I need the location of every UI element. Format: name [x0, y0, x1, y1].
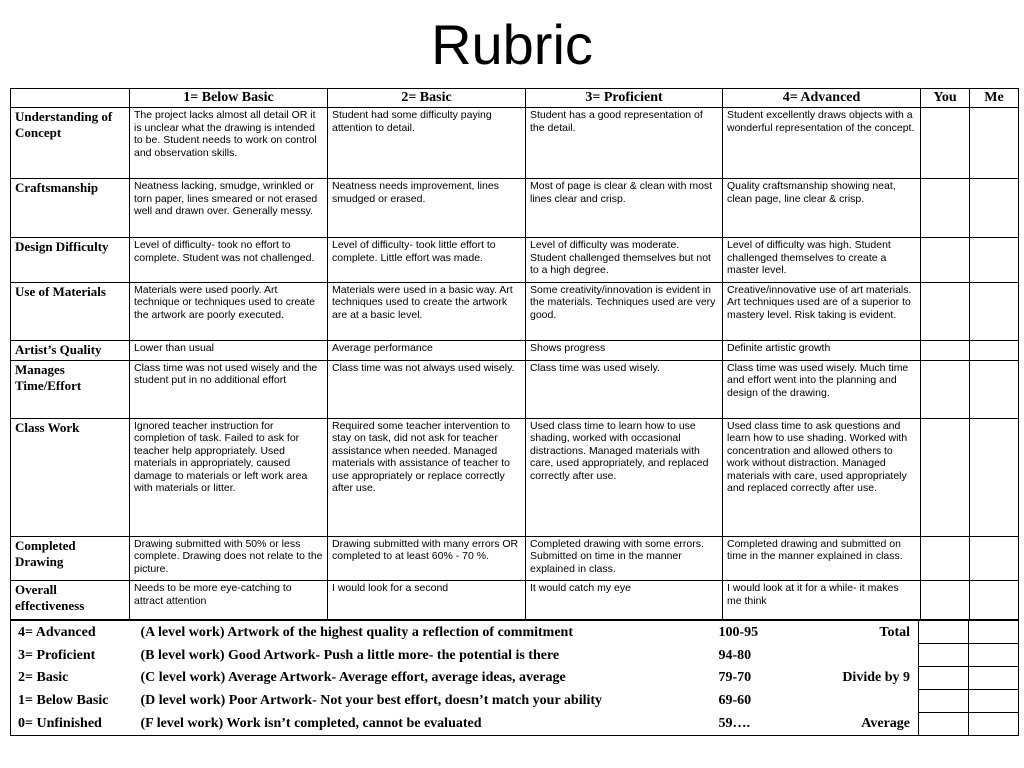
score-me[interactable] [970, 418, 1019, 536]
table-row [11, 340, 1019, 360]
cell-proficient: Shows progress [526, 340, 723, 360]
score-you[interactable] [921, 536, 970, 581]
table-row [11, 238, 1019, 283]
result-label [789, 644, 919, 667]
header-you: You [921, 89, 970, 108]
cell-below-basic: Drawing submitted with 50% or less complete. Drawing does not relate to the picture. [130, 536, 328, 581]
result-me[interactable] [969, 621, 1019, 644]
score-you[interactable] [921, 179, 970, 238]
cell-basic: Neatness needs improvement, lines smudged or erased. [328, 179, 526, 238]
scale-row [11, 644, 1019, 667]
table-row [11, 282, 1019, 340]
cell-proficient: Some creativity/innovation is evident in the materials. Techniques used are very good. [526, 282, 723, 340]
scale-description: (F level work) Work isn’t completed, cannot be evaluated [135, 712, 709, 735]
score-you[interactable] [921, 108, 970, 179]
cell-proficient: It would catch my eye [526, 581, 723, 620]
criterion-label: Use of Materials [11, 282, 130, 340]
cell-below-basic: Class time was not used wisely and the student put in no additional effort [130, 360, 328, 418]
scale-level: 1= Below Basic [11, 689, 135, 712]
result-you[interactable] [919, 689, 969, 712]
result-you[interactable] [919, 644, 969, 667]
table-row [11, 108, 1019, 179]
cell-proficient: Class time was used wisely. [526, 360, 723, 418]
cell-advanced: I would look at it for a while- it makes me think [723, 581, 921, 620]
scale-level: 0= Unfinished [11, 712, 135, 735]
score-you[interactable] [921, 340, 970, 360]
cell-basic: Student had some difficulty paying attention to detail. [328, 108, 526, 179]
cell-advanced: Used class time to ask questions and learn how to use shading. Worked with concentration and allowed others to work without distraction. Managed materials with care, used appropriately and replaced correctly after use. [723, 418, 921, 536]
scale-description: (D level work) Poor Artwork- Not your best effort, doesn’t match your ability [140, 693, 603, 709]
cell-below-basic: Neatness lacking, smudge, wrinkled or torn paper, lines smeared or not erased well and drawn over. Generally messy. [130, 179, 328, 238]
cell-basic: I would look for a second [328, 581, 526, 620]
header-me: Me [970, 89, 1019, 108]
scale-row [11, 667, 1019, 690]
score-me[interactable] [970, 581, 1019, 620]
result-label [789, 689, 919, 712]
cell-advanced: Completed drawing and submitted on time in the manner explained in class. [723, 536, 921, 581]
cell-basic: Average performance [328, 340, 526, 360]
cell-advanced: Student excellently draws objects with a wonderful representation of the concept. [723, 108, 921, 179]
scale-level: 2= Basic [11, 667, 135, 690]
cell-basic: Required some teacher intervention to stay on task, did not ask for teacher assistance when needed. Managed materials with assistance of teacher to use appropriately or replace correctly after use. [328, 418, 526, 536]
cell-below-basic: The project lacks almost all detail OR it is unclear what the drawing is intended to be. Student needs to work on control and observation skills. [130, 108, 328, 179]
score-you[interactable] [921, 360, 970, 418]
score-me[interactable] [970, 536, 1019, 581]
cell-proficient: Used class time to learn how to use shading, worked with occasional distractions. Managed materials with care, used appropriately, and replaced correctly after use. [526, 418, 723, 536]
header-row [11, 89, 1019, 108]
header-below-basic: 1= Below Basic [130, 89, 328, 108]
scale-row [11, 689, 1019, 712]
cell-basic: Class time was not always used wisely. [328, 360, 526, 418]
rubric-table [10, 88, 1018, 736]
scale-row [11, 621, 1019, 644]
cell-advanced: Definite artistic growth [723, 340, 921, 360]
criterion-label: Craftsmanship [11, 179, 130, 238]
score-you[interactable] [921, 418, 970, 536]
table-row [11, 418, 1019, 536]
scale-description: (C level work) Average Artwork- Average effort, average ideas, average [140, 670, 566, 686]
scale-range: 69-60 [718, 693, 752, 709]
result-you[interactable] [919, 712, 969, 735]
cell-proficient: Completed drawing with some errors. Submitted on time in the manner explained in class. [526, 536, 723, 581]
result-you[interactable] [919, 621, 969, 644]
result-me[interactable] [969, 689, 1019, 712]
result-label: Divide by 9 [789, 667, 919, 690]
criteria-grid [10, 88, 1019, 620]
table-row [11, 536, 1019, 581]
score-you[interactable] [921, 238, 970, 283]
cell-below-basic: Materials were used poorly. Art technique or techniques used to create the artwork are poorly executed. [130, 282, 328, 340]
cell-below-basic: Lower than usual [130, 340, 328, 360]
criterion-label: Manages Time/Effort [11, 360, 130, 418]
cell-proficient: Student has a good representation of the detail. [526, 108, 723, 179]
cell-advanced: Class time was used wisely. Much time and effort went into the planning and design of the drawing. [723, 360, 921, 418]
scale-range: 100-95 [709, 621, 789, 644]
score-me[interactable] [970, 179, 1019, 238]
cell-proficient: Level of difficulty was moderate. Student challenged themselves but not to a high degree. [526, 238, 723, 283]
table-row [11, 179, 1019, 238]
result-you[interactable] [919, 667, 969, 690]
score-me[interactable] [970, 340, 1019, 360]
scale-description: (A level work) Artwork of the highest quality a reflection of commitment [135, 621, 709, 644]
scale-description: (B level work) Good Artwork- Push a little more- the potential is there [140, 647, 560, 663]
criterion-label: Completed Drawing [11, 536, 130, 581]
criterion-label: Understanding of Concept [11, 108, 130, 179]
score-me[interactable] [970, 108, 1019, 179]
result-me[interactable] [969, 712, 1019, 735]
score-me[interactable] [970, 282, 1019, 340]
cell-proficient: Most of page is clear & clean with most lines clear and crisp. [526, 179, 723, 238]
score-me[interactable] [970, 360, 1019, 418]
result-me[interactable] [969, 667, 1019, 690]
header-criterion [11, 89, 130, 108]
criterion-label: Artist’s Quality [11, 340, 130, 360]
cell-below-basic: Ignored teacher instruction for completion of task. Failed to ask for teacher help appropriately. Used materials in appropriately, caused damage to materials or left work area with materials or litter. [130, 418, 328, 536]
criterion-label: Class Work [11, 418, 130, 536]
scale-row [11, 712, 1019, 735]
cell-basic: Level of difficulty- took little effort to complete. Little effort was made. [328, 238, 526, 283]
result-label: Average [789, 712, 919, 735]
header-basic: 2= Basic [328, 89, 526, 108]
result-label: Total [789, 621, 919, 644]
cell-advanced: Level of difficulty was high. Student challenged themselves to create a master level. [723, 238, 921, 283]
scale-level: 4= Advanced [11, 621, 135, 644]
result-me[interactable] [969, 644, 1019, 667]
scale-range: 79-70 [718, 670, 752, 686]
scale-level: 3= Proficient [11, 644, 135, 667]
score-you[interactable] [921, 282, 970, 340]
grading-scale [10, 620, 1019, 736]
table-row [11, 581, 1019, 620]
criterion-label: Overall effectiveness [11, 581, 130, 620]
scale-range: 59…. [709, 712, 789, 735]
cell-advanced: Quality craftsmanship showing neat, clean page, line clear & crisp. [723, 179, 921, 238]
criterion-label: Design Difficulty [11, 238, 130, 283]
cell-basic: Materials were used in a basic way. Art techniques used to create the artwork are at a basic level. [328, 282, 526, 340]
table-row [11, 360, 1019, 418]
cell-below-basic: Needs to be more eye-catching to attract attention [130, 581, 328, 620]
cell-advanced: Creative/innovative use of art materials. Art techniques used are of a superior to mastery level. Risk taking is evident. [723, 282, 921, 340]
score-you[interactable] [921, 581, 970, 620]
score-me[interactable] [970, 238, 1019, 283]
header-proficient: 3= Proficient [526, 89, 723, 108]
header-advanced: 4= Advanced [723, 89, 921, 108]
cell-below-basic: Level of difficulty- took no effort to complete. Student was not challenged. [130, 238, 328, 283]
page-title: Rubric [431, 13, 593, 76]
cell-basic: Drawing submitted with many errors OR completed to at least 60% - 70 %. [328, 536, 526, 581]
scale-range: 94-80 [718, 647, 752, 663]
